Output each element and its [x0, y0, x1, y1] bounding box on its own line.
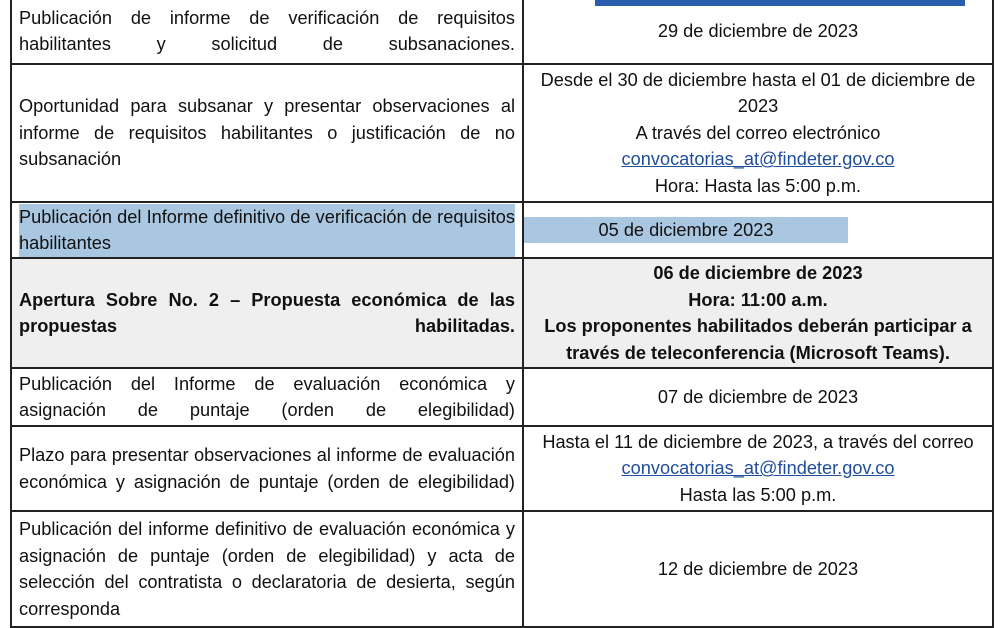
- date-line: A través del correo electrónico: [635, 122, 881, 143]
- row-date: [523, 258, 993, 368]
- table-row: [11, 368, 993, 426]
- row-description: [11, 202, 523, 258]
- date-line: Desde el 30 de diciembre hasta el 01 de diciembre de 2023: [540, 69, 976, 117]
- row-date: [523, 64, 993, 202]
- note-line: Los proponentes habilitados deberán participar a través de teleconferencia (Microsoft Teams).: [544, 316, 972, 363]
- row-date: [523, 202, 993, 258]
- row-description: Apertura Sobre No. 2 – Propuesta económica de las propuestas habilitadas.: [11, 258, 523, 368]
- row-date: 29 de diciembre de 2023: [523, 0, 993, 64]
- email-link[interactable]: convocatorias_at@findeter.gov.co: [621, 149, 895, 170]
- time-line: Hora: Hasta las 5:00 p.m.: [654, 175, 862, 196]
- date-prefix: Hasta el 11 de diciembre de 2023, a través del correo: [542, 431, 974, 452]
- row-description: Publicación del Informe de evaluación económica y asignación de puntaje (orden de elegibilidad): [11, 368, 523, 426]
- email-link[interactable]: convocatorias_at@findeter.gov.co: [621, 458, 895, 479]
- row-description: Publicación de informe de verificación de requisitos habilitantes y solicitud de subsanaciones.: [11, 0, 523, 64]
- time-line: Hasta las 5:00 p.m.: [679, 484, 837, 505]
- time-line: Hora: 11:00 a.m.: [688, 289, 828, 310]
- table-row: [11, 511, 993, 627]
- row-date: 12 de diciembre de 2023: [523, 511, 993, 627]
- row-date: [523, 426, 993, 511]
- date-line: 06 de diciembre de 2023: [653, 263, 863, 283]
- table-row: [11, 202, 993, 258]
- row-description: Oportunidad para subsanar y presentar observaciones al informe de requisitos habilitantes o justificación de no subsanación: [11, 64, 523, 202]
- schedule-table: [10, 0, 994, 628]
- highlighted-date: 05 de diciembre 2023: [524, 217, 848, 244]
- row-description: Plazo para presentar observaciones al informe de evaluación económica y asignación de puntaje (orden de elegibilidad): [11, 426, 523, 511]
- table-row: [11, 64, 993, 202]
- table-row: [11, 426, 993, 511]
- highlighted-description: Publicación del Informe definitivo de verificación de requisitos habilitantes: [19, 204, 515, 257]
- row-description: Publicación del informe definitivo de evaluación económica y asignación de puntaje (orden de elegibilidad) y acta de selección del contratista o declaratoria de desierta, según corresponda: [11, 511, 523, 627]
- row-date: 07 de diciembre de 2023: [523, 368, 993, 426]
- table-row: [11, 0, 993, 64]
- table-row: [11, 258, 993, 368]
